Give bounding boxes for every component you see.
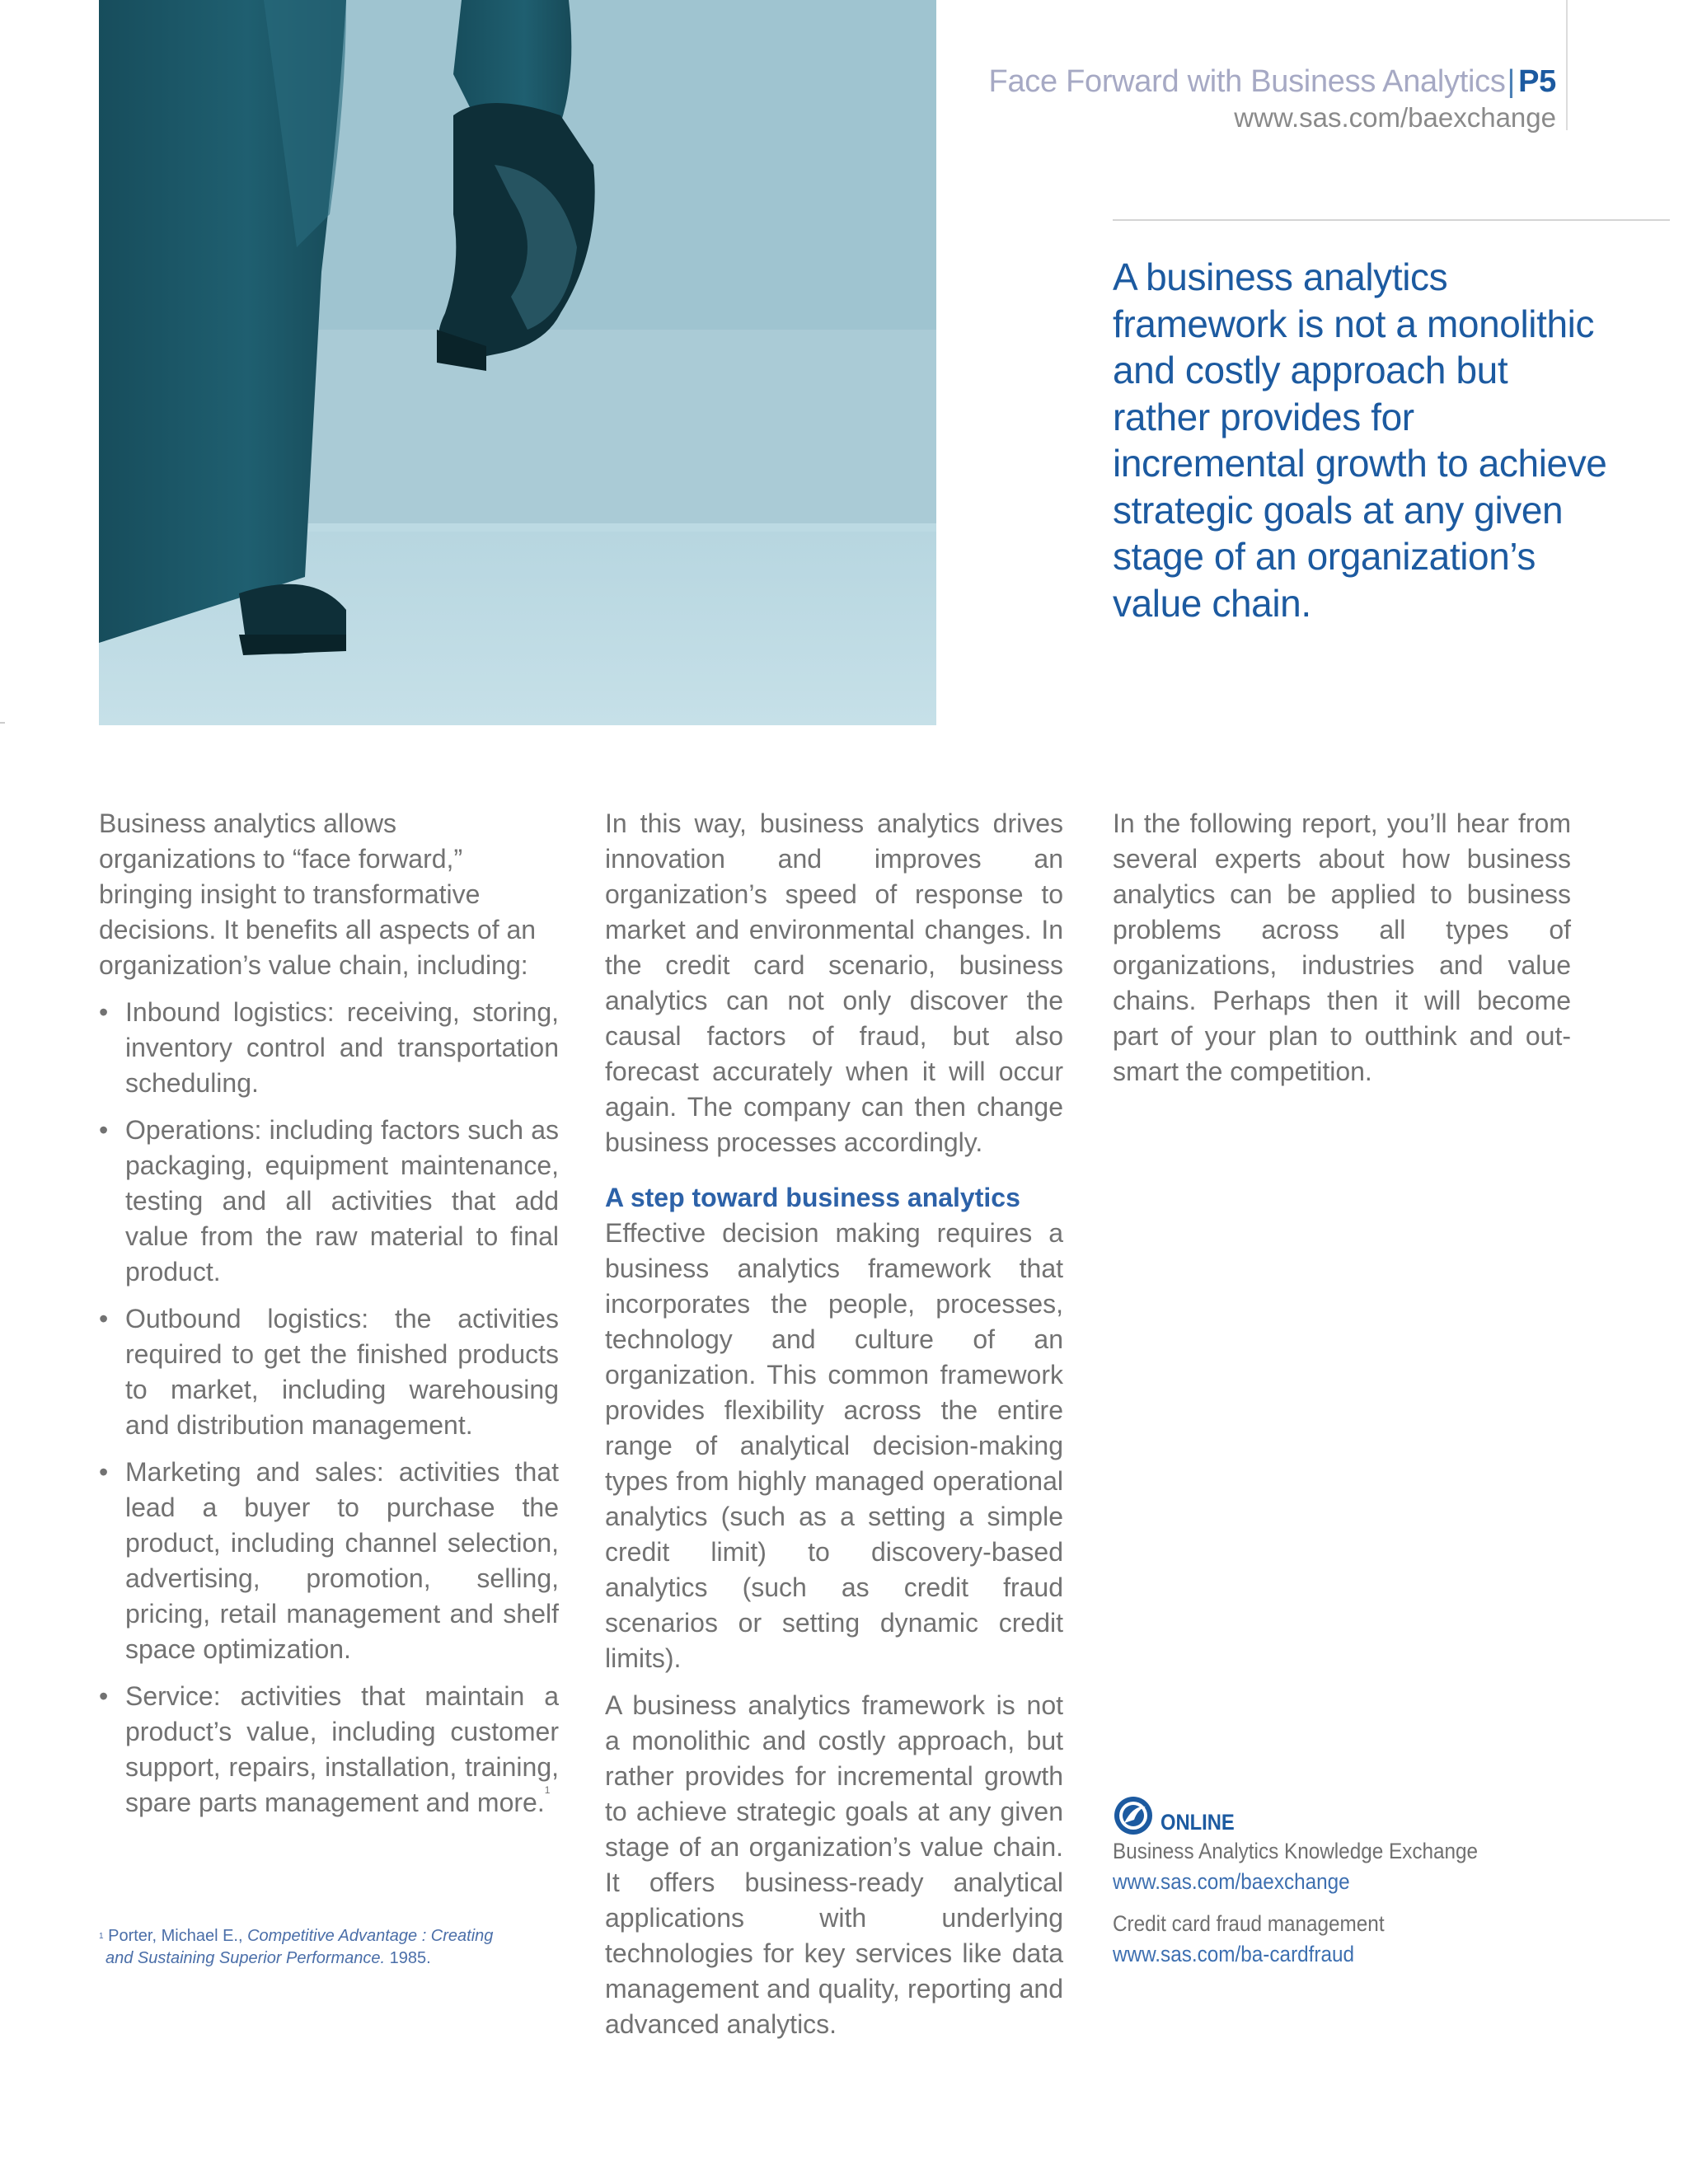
bullet-icon: • <box>99 1115 109 1145</box>
stair-step-illustration <box>99 0 936 725</box>
resource-title: Business Analytics Knowledge Exchange <box>1113 1839 1479 1863</box>
list-item <box>99 1301 559 1443</box>
paragraph: In this way, business analytics drives innovation and improves an organization’s speed of response to market and environmental changes. In the credit card scenario, business analytics can not only discover the causal factors of fraud, but also forecast accurately when it will occur again. The company can then change business processes accordingly. <box>605 808 1063 1157</box>
footnote-year: 1985. <box>385 1949 431 1967</box>
resource-title: Credit card fraud management <box>1113 1911 1385 1936</box>
list-item <box>99 1679 559 1821</box>
footnote-mark: 1 <box>99 1932 104 1941</box>
online-globe-icon <box>1113 1795 1154 1836</box>
running-header <box>989 64 1556 100</box>
section-subhead: A step toward business analytics <box>605 1183 1020 1212</box>
list-item-text: Service: activities that maintain a product’s value, including customer support, repairs, installation, training, spare parts management and more. <box>125 1681 559 1817</box>
crop-mark <box>0 722 5 724</box>
paragraph: A business analytics framework is not a monolithic and costly approach, but rather provides for incremental growth to achieve strategic goals at any given stage of an organization’s value chain. It offers business-ready analytical applications with underlying technologies for key services like data management and quality, reporting and advanced analytics. <box>605 1690 1063 2039</box>
list-item-text: Operations: including factors such as packaging, equipment maintenance, testing and all activities that add value from the raw material to final product. <box>125 1115 559 1286</box>
bullet-icon: • <box>99 1304 109 1333</box>
header-url[interactable]: www.sas.com/baexchange <box>1234 102 1556 133</box>
bullet-icon: • <box>99 997 109 1027</box>
header-separator: | <box>1507 64 1516 99</box>
header-title: Face Forward with Business Analytics <box>988 64 1506 99</box>
footnote <box>99 1925 528 1970</box>
resource-link[interactable]: www.sas.com/baexchange <box>1113 1869 1350 1894</box>
list-item <box>99 1113 559 1290</box>
bullet-icon: • <box>99 1457 109 1487</box>
header-divider <box>1566 0 1568 130</box>
column-3 <box>1113 806 1571 1101</box>
pull-quote-rule <box>1113 219 1670 221</box>
list-item-text: Outbound logistics: the activities required to get the finished products to market, including warehousing and distribution management. <box>125 1304 559 1440</box>
hero-photo <box>99 0 936 725</box>
footnote-reference: 1 <box>544 1784 551 1796</box>
intro-paragraph: Business analytics allows organizations to “face forward,” bringing insight to transformative decisions. It benefits all aspects of an organization’s value chain, including: <box>99 808 537 980</box>
list-item-text: Marketing and sales: activities that lead a buyer to purchase the product, including channel selection, advertising, promotion, selling, pricing, retail management and shelf space optimization. <box>125 1457 559 1664</box>
paragraph: In the following report, you’ll hear from several experts about how business analytics can be applied to business problems across all types of organizations, industries and value chains. Perhaps then it will become part of your plan to outthink and out-smart the competition. <box>1113 808 1571 1086</box>
resource-link[interactable]: www.sas.com/ba-cardfraud <box>1113 1942 1355 1966</box>
online-label: ONLINE <box>1160 1809 1235 1835</box>
list-item <box>99 995 559 1101</box>
paragraph: Effective decision making requires a business analytics framework that incorporates the people, processes, technology and culture of an organization. This common framework provides flexibility across the entire range of analytical decision-making types from highly managed operational analytics (such as a setting a simple credit limit) to discovery-based analytics (such as credit fraud scenarios or setting dynamic credit limits). <box>605 1218 1063 1673</box>
footnote-title-line2: and Sustaining Superior Performance. <box>106 1949 386 1967</box>
column-2 <box>605 806 1063 2054</box>
footnote-author: Porter, Michael E., <box>108 1927 248 1945</box>
footnote-title-line1: Competitive Advantage : Creating <box>247 1927 494 1945</box>
page-number: P5 <box>1518 64 1556 99</box>
online-resources <box>1113 1795 1574 1970</box>
value-chain-list <box>99 995 559 1821</box>
pull-quote: A business analytics framework is not a monolithic and costly approach but rather provides for incremental growth to achieve strategic goals at any given stage of an organization’s value chain. <box>1113 255 1607 625</box>
bullet-icon: • <box>99 1681 109 1711</box>
online-header <box>1113 1795 1574 1836</box>
list-item <box>99 1455 559 1667</box>
list-item-text: Inbound logistics: receiving, storing, inventory control and transportation scheduling. <box>125 997 559 1098</box>
column-1 <box>99 806 559 1832</box>
